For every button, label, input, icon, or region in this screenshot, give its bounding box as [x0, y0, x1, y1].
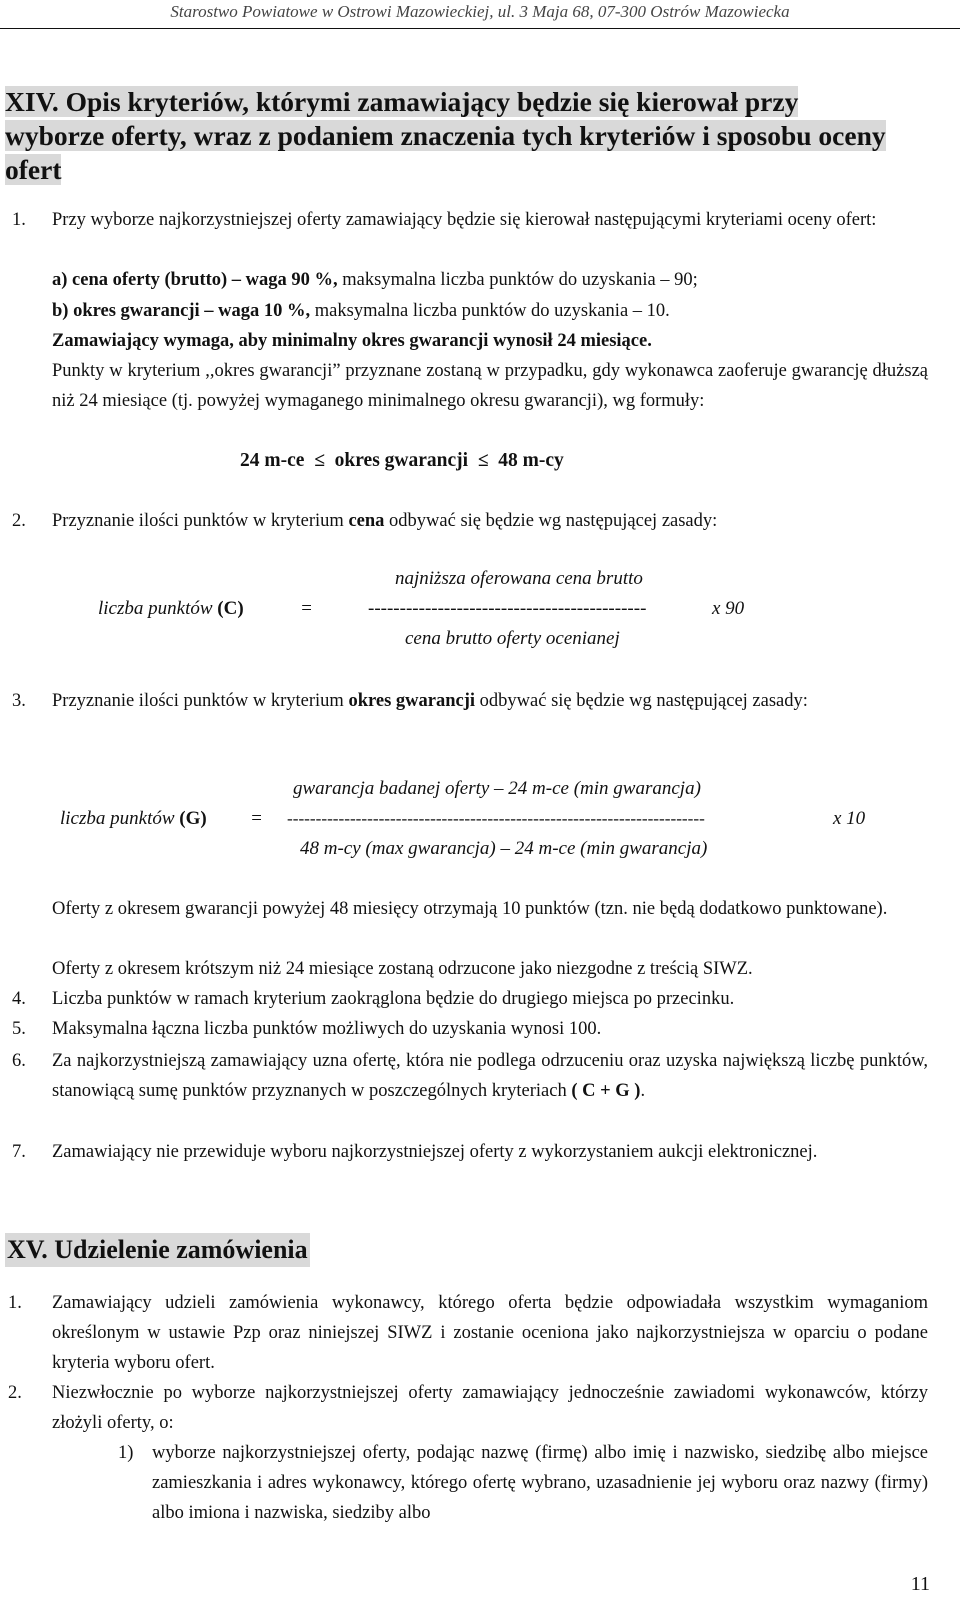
item-3-number: 3. — [12, 691, 26, 711]
criterion-a-label: a) cena oferty (brutto) – waga 90 %, — [52, 270, 338, 290]
header-rule — [0, 28, 960, 29]
section-xiv-title-line1: XIV. Opis kryteriów, którymi zamawiający będzie się kierował przy — [5, 86, 799, 117]
formula-min: 24 m-ce — [240, 450, 305, 471]
leq-symbol-1: ≤ — [314, 450, 325, 471]
item-1-intro: Przy wyborze najkorzystniejszej oferty zamawiający będzie się kierował następującymi kryteriami oceny ofert: — [52, 210, 877, 230]
criterion-b-text: maksymalna liczba punktów do uzyskania – 10. — [310, 301, 670, 321]
warranty-formula-equals: = — [250, 808, 263, 829]
item-6-text — [52, 1046, 928, 1106]
item-2-text-a: Przyznanie ilości punktów w kryterium — [52, 511, 349, 531]
criterion-a — [52, 265, 928, 295]
price-formula-label-text: liczba punktów — [98, 598, 218, 619]
item-3-note-2: Oferty z okresem krótszym niż 24 miesiące zostaną odrzucone jako niezgodne z treścią SIWZ. — [52, 959, 753, 979]
item-3-text-a: Przyznanie ilości punktów w kryterium — [52, 691, 349, 711]
item-3-text-bold: okres gwarancji — [348, 691, 476, 711]
item-7-text: Zamawiający nie przewiduje wyboru najkorzystniejszej oferty z wykorzystaniem aukcji elektronicznej. — [52, 1142, 818, 1162]
item-4-text: Liczba punktów w ramach kryterium zaokrąglona będzie do drugiego miejsca po przecinku. — [52, 989, 735, 1009]
price-formula-label — [98, 594, 244, 624]
xv-item-2-sub-1-number: 1) — [118, 1443, 134, 1463]
warranty-formula-label-text: liczba punktów — [60, 808, 180, 829]
section-xv-title: XV. Udzielenie zamówienia — [5, 1233, 310, 1267]
criterion-b-label: b) okres gwarancji – waga 10 %, — [52, 301, 311, 321]
price-formula-label-bold: (C) — [217, 598, 244, 619]
min-warranty-requirement: Zamawiający wymaga, aby minimalny okres gwarancji wynosił 24 miesiące. — [52, 331, 652, 351]
item-3-note-1: Oferty z okresem gwarancji powyżej 48 miesięcy otrzymają 10 punktów (tzn. nie będą dodatkowo punktowane). — [52, 899, 888, 919]
item-6-text-end: . — [640, 1081, 646, 1101]
warranty-points-text: Punkty w kryterium ,,okres gwarancji” przyznane zostaną w przypadku, gdy wykonawca zaoferuje gwarancję dłuższą niż 24 miesiące (tj. powyżej wymaganego minimalnego okresu gwarancji), wg formuły: — [52, 361, 928, 411]
item-5-text: Maksymalna łączna liczba punktów możliwych do uzyskania wynosi 100. — [52, 1019, 602, 1039]
price-formula-denominator: cena brutto oferty ocenianej — [405, 628, 620, 649]
item-6-text-bold: ( C + G ) — [571, 1081, 641, 1101]
item-2-text-bold: cena — [348, 511, 385, 531]
item-3-text-b: odbywać się będzie wg następującej zasady: — [475, 691, 808, 711]
warranty-formula-numerator: gwarancja badanej oferty – 24 m-ce (min gwarancja) — [293, 778, 701, 799]
warranty-formula-label — [60, 804, 207, 834]
formula-mid: okres gwarancji — [334, 450, 469, 471]
item-6-text-main: Za najkorzystniejszą zamawiający uzna ofertę, która nie podlega odrzuceniu oraz uzyska największą liczbę punktów, stanowiącą sumę punktów przyznanych w poszczególnych kryteriach — [52, 1051, 928, 1101]
xv-item-2-text: Niezwłocznie po wyborze najkorzystniejszej oferty zamawiający jednocześnie zawiadomi wykonawców, którzy złożyli oferty, o: — [52, 1383, 928, 1433]
item-6-number: 6. — [12, 1051, 26, 1071]
section-xiv-title-line3: ofert — [5, 154, 62, 185]
formula-max: 48 m-cy — [498, 450, 564, 471]
xv-item-1-text: Zamawiający udzieli zamówienia wykonawcy, którego oferta będzie odpowiadała wszystkim wymaganiom określonym w ustawie Pzp oraz niniejszej SIWZ i zostanie oceniona jako najkorzystniejsza w oparciu o podane kryteria wyboru ofert. — [52, 1293, 928, 1373]
xv-item-2-number: 2. — [8, 1383, 22, 1403]
item-1-number: 1. — [12, 210, 26, 230]
warranty-range-formula — [240, 446, 740, 476]
page-header: Starostwo Powiatowe w Ostrowi Mazowieckiej, ul. 3 Maja 68, 07-300 Ostrów Mazowiecka — [170, 2, 790, 21]
price-formula-multiplier: x 90 — [712, 598, 745, 619]
price-formula-dashes: -------------------------------------------- — [368, 598, 647, 619]
warranty-formula-denominator: 48 m-cy (max gwarancja) – 24 m-ce (min gwarancja) — [300, 838, 708, 859]
item-2-text-b: odbywać się będzie wg następującej zasady: — [384, 511, 718, 531]
warranty-formula-multiplier: x 10 — [833, 808, 866, 829]
leq-symbol-2: ≤ — [477, 450, 489, 471]
warranty-formula-label-bold: (G) — [179, 808, 207, 829]
item-3-text — [52, 686, 928, 716]
warranty-formula-dashes: ------------------------------------------------------------------------- — [287, 809, 705, 828]
item-2-number: 2. — [12, 511, 26, 531]
price-formula-equals: = — [300, 598, 313, 619]
item-2-text — [52, 506, 928, 536]
item-4-number: 4. — [12, 989, 26, 1009]
xv-item-2-sub-1-text: wyborze najkorzystniejszej oferty, podając nazwę (firmę) albo imię i nazwisko, siedzibę albo miejsce zamieszkania i adres wykonawcy, którego ofertę wybrano, uzasadnienie jej wyboru oraz nazwy (firmy) albo imiona i nazwiska, siedziby albo — [152, 1443, 928, 1523]
section-xiv-title-line2: wyborze oferty, wraz z podaniem znaczenia tych kryteriów i sposobu oceny — [5, 120, 886, 151]
item-7-number: 7. — [12, 1142, 26, 1162]
criterion-a-text: maksymalna liczba punktów do uzyskania – 90; — [337, 270, 698, 290]
item-5-number: 5. — [12, 1019, 26, 1039]
price-formula-numerator: najniższa oferowana cena brutto — [395, 568, 643, 589]
xv-item-1-number: 1. — [8, 1293, 22, 1313]
criterion-b — [52, 296, 928, 326]
section-xiv-title — [5, 85, 950, 187]
page-number: 11 — [910, 1573, 930, 1595]
